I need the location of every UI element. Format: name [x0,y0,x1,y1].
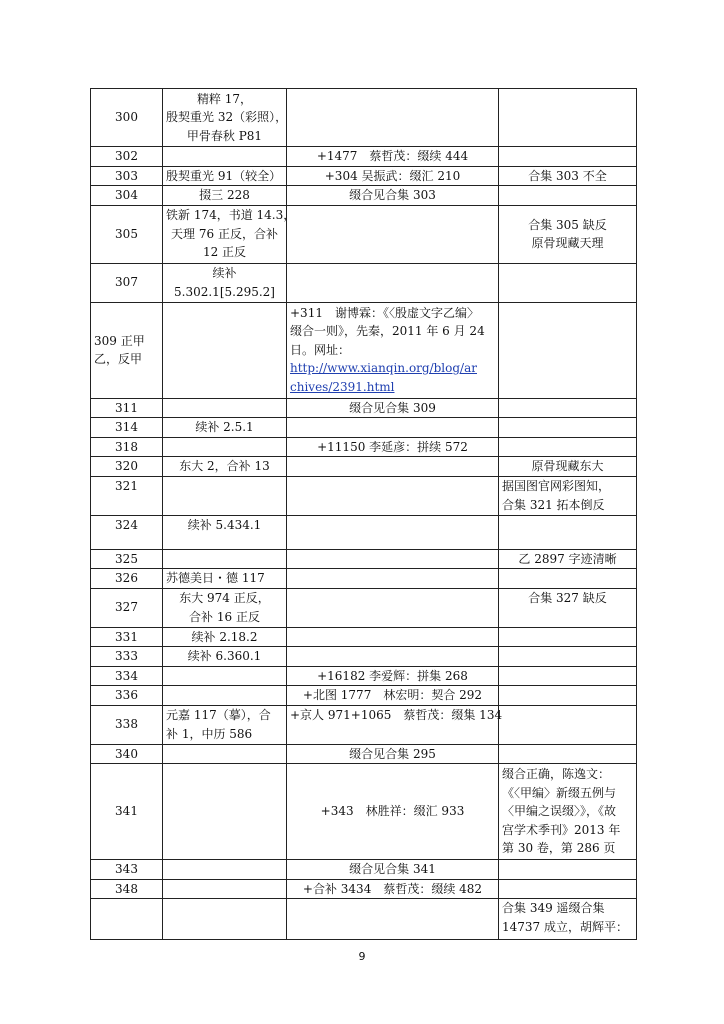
cell-number: 334 [91,666,163,686]
cell-source: 元嘉 117（摹），合 补 1，中历 586 [163,705,287,744]
cell-join [287,89,499,147]
cell-source [163,147,287,167]
cell-number: 305 [91,205,163,263]
cell-number: 348 [91,879,163,899]
catalog-table [90,88,637,940]
cell-join: 缀合见合集 295 [287,744,499,764]
cell-note [499,744,637,764]
table-row [91,647,637,667]
cell-number: 324 [91,515,163,549]
cell-number: 338 [91,705,163,744]
cell-number: 341 [91,764,163,860]
table-row [91,588,637,627]
cell-note [499,515,637,549]
table-row [91,627,637,647]
cell-source: 苏德美日・德 117 [163,569,287,589]
cell-source: 铁新 174，书道 14.3， 天理 76 正反，合补 12 正反 [163,205,287,263]
cell-number: 320 [91,457,163,477]
cell-number: 327 [91,588,163,627]
cell-note [499,666,637,686]
cell-note: 合集 303 不全 [499,166,637,186]
cell-note: 原骨现藏东大 [499,457,637,477]
cell-source [163,476,287,515]
cell-source: 续补 5.302.1[5.295.2] [163,263,287,302]
table-row [91,860,637,880]
cell-number: 300 [91,89,163,147]
cell-source [163,549,287,569]
cell-note [499,302,637,398]
cell-join: +1477 蔡哲茂：缀续 444 [287,147,499,167]
cell-number: 314 [91,418,163,438]
cell-note: 据国图官网彩图知， 合集 321 拓本倒反 [499,476,637,515]
cell-join [287,588,499,627]
cell-number: 309 正甲 乙，反甲 [91,302,163,398]
cell-join: 缀合见合集 341 [287,860,499,880]
cell-note [499,89,637,147]
cell-source [163,879,287,899]
table-row [91,166,637,186]
url-link[interactable]: chives/2391.html [290,379,395,394]
cell-source: 续补 5.434.1 [163,515,287,549]
cell-source: 东大 974 正反， 合补 16 正反 [163,588,287,627]
cell-number: 304 [91,186,163,206]
table-row [91,705,637,744]
cell-note [499,705,637,744]
table-row [91,263,637,302]
cell-note: 缀合正确，陈逸文： 《〈甲编〉新缀五例与 〈甲编之误缀〉》，《故 宫学术季刊》2013 年 第 30 卷，第 286 页 [499,764,637,860]
table-row [91,186,637,206]
cell-join [287,549,499,569]
table-row [91,549,637,569]
table-row [91,899,637,940]
cell-source [163,899,287,940]
cell-note [499,627,637,647]
cell-number: 331 [91,627,163,647]
cell-source [163,437,287,457]
cell-join [287,263,499,302]
cell-note [499,879,637,899]
cell-join: +343 林胜祥：缀汇 933 [287,764,499,860]
page-number: 9 [358,950,366,963]
cell-number: 325 [91,549,163,569]
cell-source: 殷契重光 91（较全） [163,166,287,186]
table-row [91,569,637,589]
cell-join: +11150 李延彦：拼续 572 [287,437,499,457]
cell-join [287,418,499,438]
cell-join: +京人 971+1065 蔡哲茂：缀集 134 [287,705,499,744]
cell-number: 311 [91,398,163,418]
cell-join [287,899,499,940]
cell-note: 乙 2897 字迹清晰 [499,549,637,569]
cell-number: 326 [91,569,163,589]
cell-source [163,860,287,880]
table-row [91,418,637,438]
cell-source: 续补 6.360.1 [163,647,287,667]
table-row [91,302,637,398]
table-row [91,147,637,167]
cell-note [499,860,637,880]
table-row [91,476,637,515]
cell-join [287,647,499,667]
table-row [91,89,637,147]
cell-join [287,476,499,515]
cell-note: 合集 327 缺反 [499,588,637,627]
cell-join: 缀合见合集 309 [287,398,499,418]
cell-number [91,899,163,940]
cell-number: 318 [91,437,163,457]
cell-note [499,147,637,167]
cell-note [499,263,637,302]
cell-join [287,457,499,477]
cell-number: 333 [91,647,163,667]
cell-number: 307 [91,263,163,302]
cell-source [163,686,287,706]
cell-note: 合集 349 遥缀合集 14737 成立，胡辉平： [499,899,637,940]
cell-source: 东大 2，合补 13 [163,457,287,477]
table-row [91,764,637,860]
cell-source: 续补 2.5.1 [163,418,287,438]
cell-note [499,569,637,589]
cell-note [499,418,637,438]
cell-join: +北图 1777 林宏明：契合 292 [287,686,499,706]
cell-note [499,647,637,667]
cell-number: 303 [91,166,163,186]
cell-number: 302 [91,147,163,167]
cell-source [163,744,287,764]
cell-note [499,186,637,206]
cell-join [287,515,499,549]
table-row [91,437,637,457]
cell-join: +311 谢博霖：《〈殷虚文字乙编〉 缀合一则》，先秦，2011 年 6 月 24 日。网址： http://www.xianqin.org/blog/ar chives/2391.html [287,302,499,398]
cell-join: +合补 3434 蔡哲茂：缀续 482 [287,879,499,899]
cell-join: +304 吴振武：缀汇 210 [287,166,499,186]
cell-source [163,764,287,860]
cell-source [163,302,287,398]
table-row [91,686,637,706]
table-row [91,205,637,263]
table-row [91,457,637,477]
cell-note [499,686,637,706]
cell-source: 精粹 17， 殷契重光 32（彩照）， 甲骨春秋 P81 [163,89,287,147]
cell-number: 336 [91,686,163,706]
cell-source: 掇三 228 [163,186,287,206]
table-row [91,744,637,764]
table-row [91,515,637,549]
cell-note [499,437,637,457]
table-row [91,666,637,686]
table-row [91,398,637,418]
cell-number: 321 [91,476,163,515]
cell-number: 340 [91,744,163,764]
cell-number: 343 [91,860,163,880]
cell-note [499,398,637,418]
cell-note: 合集 305 缺反 原骨现藏天理 [499,205,637,263]
cell-join [287,205,499,263]
cell-join [287,627,499,647]
cell-join [287,569,499,589]
url-link[interactable]: http://www.xianqin.org/blog/ar [290,361,477,376]
cell-join: +16182 李爱辉：拼集 268 [287,666,499,686]
cell-source: 续补 2.18.2 [163,627,287,647]
cell-source [163,666,287,686]
cell-source [163,398,287,418]
table-row [91,879,637,899]
cell-join: 缀合见合集 303 [287,186,499,206]
